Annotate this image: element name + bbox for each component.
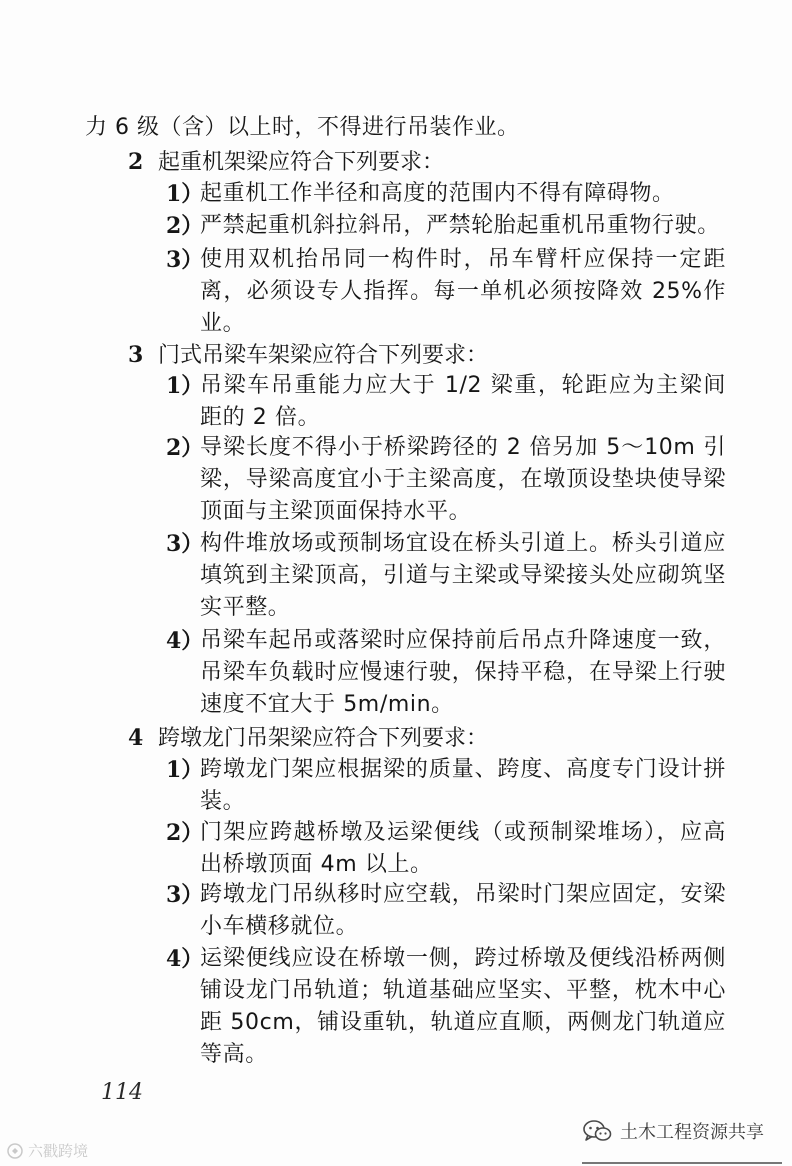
item-marker: 3） bbox=[166, 531, 204, 557]
page-number: 114 bbox=[101, 1080, 143, 1105]
item-text: 跨墩龙门架应根据梁的质量、跨度、高度专门设计拼装。 bbox=[200, 757, 726, 814]
section-number: 4 bbox=[128, 725, 144, 751]
lead-line: 力 6 级（含）以上时，不得进行吊装作业。 bbox=[85, 115, 520, 140]
list-item bbox=[166, 754, 726, 818]
list-item bbox=[166, 210, 726, 242]
wechat-icon bbox=[582, 1118, 612, 1144]
item-text: 起重机工作半径和高度的范围内不得有障碍物。 bbox=[200, 181, 675, 206]
section-3-heading bbox=[128, 339, 488, 372]
item-marker: 2） bbox=[166, 435, 204, 461]
stamp-icon bbox=[6, 1142, 24, 1160]
item-text: 构件堆放场或预制场宜设在桥头引道上。桥头引道应填筑到主梁顶高，引道与主梁或导梁接头处应砌筑坚实平整。 bbox=[200, 531, 726, 620]
list-item bbox=[166, 370, 726, 434]
section-title: 门式吊梁车架梁应符合下列要求： bbox=[158, 343, 489, 368]
list-item bbox=[166, 528, 726, 624]
section-number: 3 bbox=[128, 342, 144, 368]
item-marker: 1） bbox=[166, 757, 204, 783]
item-text: 跨墩龙门吊纵移时应空载，吊梁时门架应固定，安梁小车横移就位。 bbox=[200, 882, 726, 939]
item-marker: 1） bbox=[166, 373, 204, 399]
section-title: 起重机架梁应符合下列要求： bbox=[158, 150, 445, 175]
list-item bbox=[166, 625, 726, 721]
section-title: 跨墩龙门吊架梁应符合下列要求： bbox=[158, 726, 489, 751]
item-text: 使用双机抬吊同一构件时，吊车臂杆应保持一定距离，必须设专人指挥。每一单机必须按降效 25%作业。 bbox=[200, 247, 726, 336]
watermark-right bbox=[582, 1118, 764, 1144]
item-text: 导梁长度不得小于桥梁跨径的 2 倍另加 5～10m 引梁，导梁高度宜小于主梁高度，在墩顶设垫块使导梁顶面与主梁顶面保持水平。 bbox=[200, 435, 726, 524]
list-item bbox=[166, 432, 726, 528]
list-item bbox=[166, 943, 726, 1071]
item-marker: 3） bbox=[166, 247, 204, 273]
item-marker: 2） bbox=[166, 820, 204, 846]
watermark-left bbox=[6, 1140, 88, 1161]
list-item bbox=[166, 879, 726, 943]
section-number: 2 bbox=[128, 149, 144, 175]
section-2-heading bbox=[128, 146, 444, 179]
item-marker: 1） bbox=[166, 181, 204, 207]
item-text: 吊梁车吊重能力应大于 1/2 梁重，轮距应为主梁间距的 2 倍。 bbox=[200, 373, 726, 430]
bottom-rule bbox=[582, 1162, 782, 1164]
watermark-right-text: 土木工程资源共享 bbox=[620, 1122, 764, 1143]
item-text: 吊梁车起吊或落梁时应保持前后吊点升降速度一致，吊梁车负载时应慢速行驶，保持平稳，在导梁上行驶速度不宜大于 5m/min。 bbox=[200, 628, 726, 717]
item-marker: 4） bbox=[166, 946, 204, 972]
watermark-left-text: 六戳跨境 bbox=[28, 1142, 89, 1160]
section-4-heading bbox=[128, 722, 488, 755]
item-marker: 2） bbox=[166, 213, 204, 239]
item-text: 严禁起重机斜拉斜吊，严禁轮胎起重机吊重物行驶。 bbox=[200, 213, 720, 238]
list-item bbox=[166, 817, 726, 881]
list-item bbox=[166, 244, 726, 340]
list-item bbox=[166, 178, 726, 210]
item-text: 门架应跨越桥墩及运梁便线（或预制梁堆场），应高出桥墩顶面 4m 以上。 bbox=[200, 820, 726, 877]
item-marker: 3） bbox=[166, 882, 204, 908]
item-text: 运梁便线应设在桥墩一侧，跨过桥墩及便线沿桥两侧铺设龙门吊轨道；轨道基础应坚实、平整，枕木中心距 50cm，铺设重轨，轨道应直顺，两侧龙门轨道应等高。 bbox=[200, 946, 726, 1067]
item-marker: 4） bbox=[166, 628, 204, 654]
